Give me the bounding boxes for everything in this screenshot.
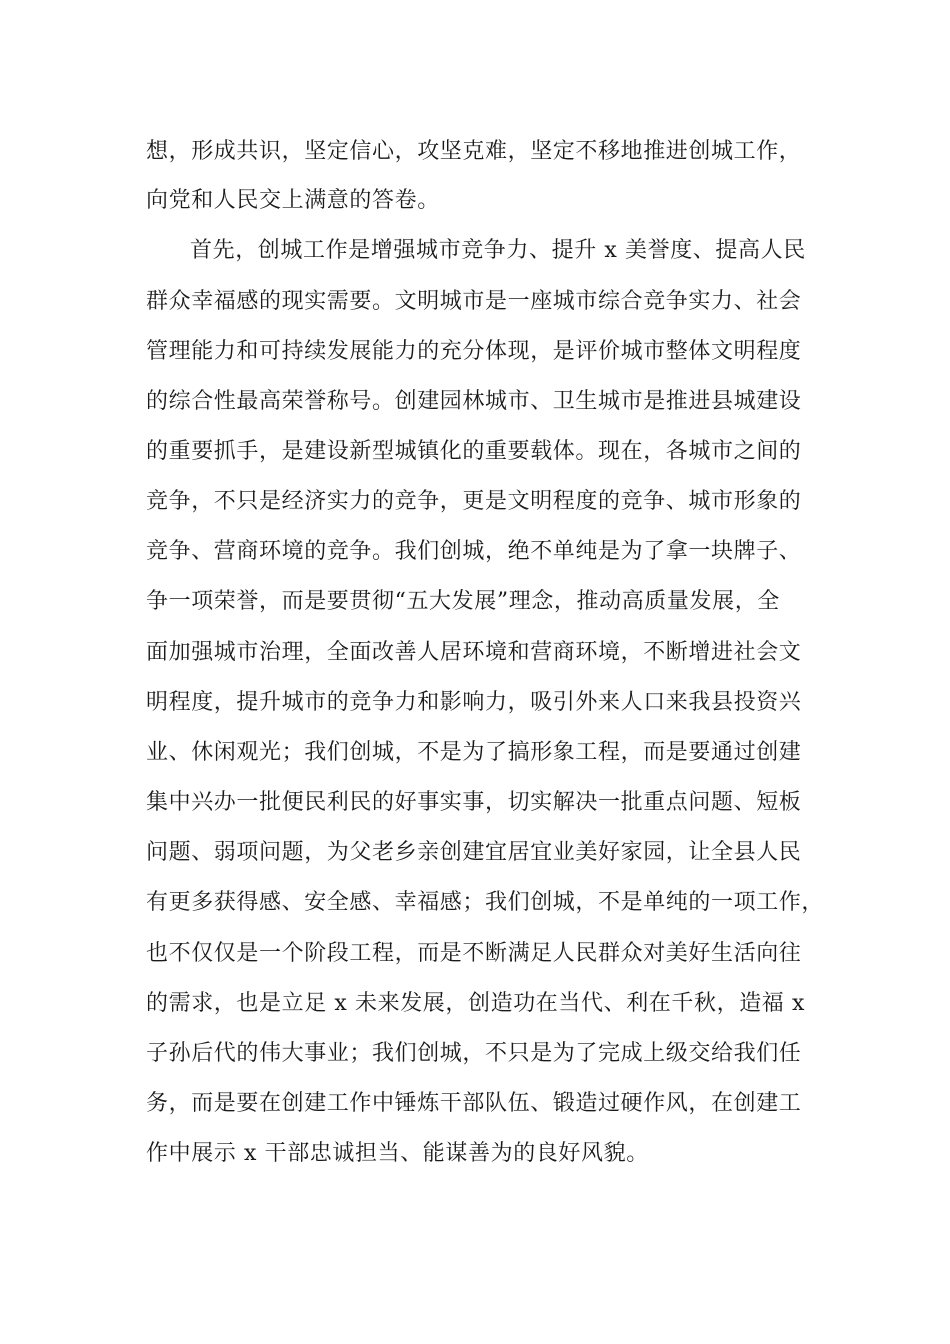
text-line: 集中兴办一批便民利民的好事实事，切实解决一批重点问题、短板 [146, 790, 802, 815]
text-line: 业、休闲观光；我们创城，不是为了搞形象工程，而是要通过创建 [146, 740, 802, 765]
text-line: 竞争、营商环境的竞争。我们创城，绝不单纯是为了拿一块牌子、 [146, 539, 802, 564]
text-line: 向党和人民交上满意的答卷。 [146, 188, 440, 213]
text-line: 争一项荣誉，而是要贯彻“五大发展”理念，推动高质量发展，全 [146, 589, 780, 614]
paragraph-first-line: 首先，创城工作是增强城市竞争力、提升 x 美誉度、提高人民 [190, 238, 806, 263]
text-line: 面加强城市治理，全面改善人居环境和营商环境，不断增进社会文 [146, 640, 802, 665]
text-line: 想，形成共识，坚定信心，攻坚克难，坚定不移地推进创城工作， [146, 139, 802, 164]
text-line: 的重要抓手，是建设新型城镇化的重要载体。现在，各城市之间的 [146, 439, 802, 464]
text-line: 的需求，也是立足 x 未来发展，创造功在当代、利在千秋，造福 x [146, 991, 805, 1016]
text-line: 子孙后代的伟大事业；我们创城，不只是为了完成上级交给我们任 [146, 1041, 802, 1066]
text-line: 问题、弱项问题，为父老乡亲创建宜居宜业美好家园，让全县人民 [146, 840, 802, 865]
text-line: 管理能力和可持续发展能力的充分体现，是评价城市整体文明程度 [146, 339, 802, 364]
text-line: 群众幸福感的现实需要。文明城市是一座城市综合竞争实力、社会 [146, 289, 802, 314]
text-line: 有更多获得感、安全感、幸福感；我们创城，不是单纯的一项工作， [146, 890, 825, 915]
text-line: 务，而是要在创建工作中锤炼干部队伍、锻造过硬作风，在创建工 [146, 1091, 802, 1116]
text-line: 作中展示 x 干部忠诚担当、能谋善为的良好风貌。 [146, 1141, 649, 1166]
text-line: 竞争，不只是经济实力的竞争，更是文明程度的竞争、城市形象的 [146, 489, 802, 514]
text-line: 的综合性最高荣誉称号。创建园林城市、卫生城市是推进县城建设 [146, 389, 802, 414]
text-line: 明程度，提升城市的竞争力和影响力，吸引外来人口来我县投资兴 [146, 690, 802, 715]
text-line: 也不仅仅是一个阶段工程，而是不断满足人民群众对美好生活向往 [146, 941, 802, 966]
